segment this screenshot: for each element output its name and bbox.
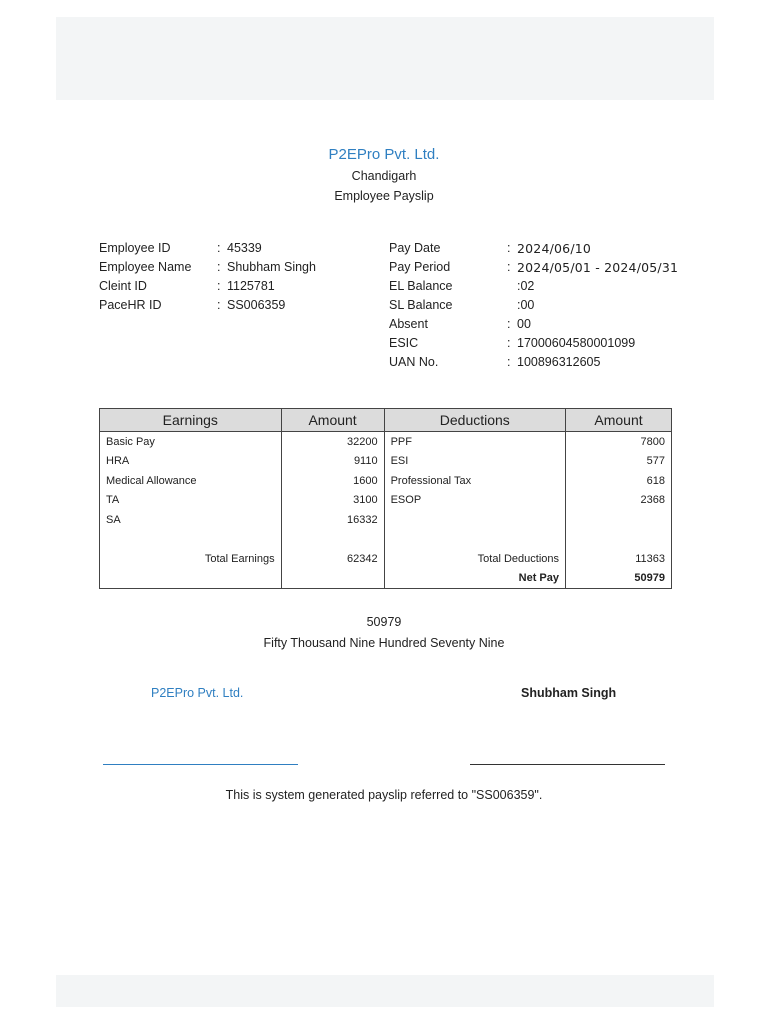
salary-table [99, 408, 672, 589]
employee-signature-line [470, 764, 665, 765]
absent-row [389, 315, 678, 334]
earning-name: TA [100, 491, 282, 511]
deduction-amount [566, 510, 672, 530]
total-deductions-value: 11363 [566, 549, 672, 569]
uan-label: UAN No. [389, 355, 439, 369]
earning-amount: 3100 [281, 491, 384, 511]
company-city: Chandigarh [351, 169, 417, 183]
table-row [100, 491, 672, 511]
earning-name: Medical Allowance [100, 471, 282, 491]
deduction-amount: 577 [566, 452, 672, 472]
employee-name-row [99, 258, 316, 277]
separator: : [217, 241, 221, 255]
earning-name: SA [100, 510, 282, 530]
esic-row [389, 334, 678, 353]
employee-details [99, 239, 316, 315]
net-pay-summary [0, 612, 768, 654]
separator: : [507, 336, 511, 350]
earning-amount: 9110 [281, 452, 384, 472]
employee-id-label: Employee ID [99, 241, 171, 255]
employee-name-value: Shubham Singh [227, 260, 316, 274]
earning-name: Basic Pay [100, 432, 282, 452]
separator: : [507, 355, 511, 369]
client-id-label: Cleint ID [99, 279, 147, 293]
employee-signature-name: Shubham Singh [521, 686, 617, 700]
esic-value: 17000604580001099 [517, 336, 636, 350]
el-balance-value: :02 [517, 279, 535, 293]
sl-balance-label: SL Balance [389, 298, 453, 312]
payslip-header [0, 144, 768, 206]
total-earnings-value: 62342 [281, 549, 384, 569]
net-pay-words: Fifty Thousand Nine Hundred Seventy Nine [263, 636, 505, 650]
header-band [56, 17, 714, 100]
deduction-amount: 2368 [566, 491, 672, 511]
table-row [100, 510, 672, 530]
pay-date-row [389, 239, 678, 258]
company-signature-line [103, 764, 298, 765]
company-signature-name: P2EPro Pvt. Ltd. [151, 686, 244, 700]
pay-date-value: 2024/06/10 [517, 241, 592, 256]
deduction-name: Professional Tax [384, 471, 565, 491]
table-row [100, 452, 672, 472]
separator: : [507, 260, 511, 274]
deduction-name [384, 510, 565, 530]
employee-name-label: Employee Name [99, 260, 192, 274]
document-title: Employee Payslip [334, 189, 434, 203]
deduction-amount: 7800 [566, 432, 672, 452]
totals-row [100, 549, 672, 569]
separator: : [217, 279, 221, 293]
absent-label: Absent [389, 317, 428, 331]
earning-amount: 32200 [281, 432, 384, 452]
employee-id-row [99, 239, 316, 258]
total-deductions-label: Total Deductions [384, 549, 565, 569]
pay-period-label: Pay Period [389, 260, 451, 274]
uan-value: 100896312605 [517, 355, 601, 369]
sl-balance-value: :00 [517, 298, 535, 312]
system-generated-note: This is system generated payslip referred to "SS006359". [225, 788, 543, 802]
table-header-row [100, 409, 672, 432]
table-spacer-row [100, 530, 672, 550]
net-pay-amount: 50979 [366, 615, 402, 629]
separator: : [507, 317, 511, 331]
el-balance-label: EL Balance [389, 279, 453, 293]
deduction-name: ESOP [384, 491, 565, 511]
earning-amount: 16332 [281, 510, 384, 530]
client-id-row [99, 277, 316, 296]
net-pay-label: Net Pay [384, 569, 565, 589]
net-pay-value: 50979 [566, 569, 672, 589]
table-row [100, 471, 672, 491]
company-name: P2EPro Pvt. Ltd. [328, 146, 440, 163]
sl-balance-row [389, 296, 678, 315]
earnings-amount-header: Amount [281, 409, 384, 432]
deduction-name: PPF [384, 432, 565, 452]
separator: : [507, 241, 511, 255]
employee-id-value: 45339 [227, 241, 262, 255]
footer-band [56, 975, 714, 1007]
deductions-amount-header: Amount [566, 409, 672, 432]
pay-date-label: Pay Date [389, 241, 441, 255]
net-pay-row [100, 569, 672, 589]
deductions-header: Deductions [384, 409, 565, 432]
earning-name: HRA [100, 452, 282, 472]
earnings-header: Earnings [100, 409, 282, 432]
deduction-name: ESI [384, 452, 565, 472]
pacehr-id-label: PaceHR ID [99, 298, 162, 312]
el-balance-row [389, 277, 678, 296]
deduction-amount: 618 [566, 471, 672, 491]
separator: : [217, 298, 221, 312]
pacehr-id-row [99, 296, 316, 315]
pacehr-id-value: SS006359 [227, 298, 286, 312]
table-row [100, 432, 672, 452]
absent-value: 00 [517, 317, 531, 331]
client-id-value: 1125781 [227, 279, 275, 293]
uan-row [389, 353, 678, 372]
earning-amount: 1600 [281, 471, 384, 491]
pay-details [389, 239, 678, 372]
esic-label: ESIC [389, 336, 419, 350]
total-earnings-label: Total Earnings [100, 549, 282, 569]
pay-period-value: 2024/05/01 - 2024/05/31 [517, 260, 679, 275]
pay-period-row [389, 258, 678, 277]
separator: : [217, 260, 221, 274]
